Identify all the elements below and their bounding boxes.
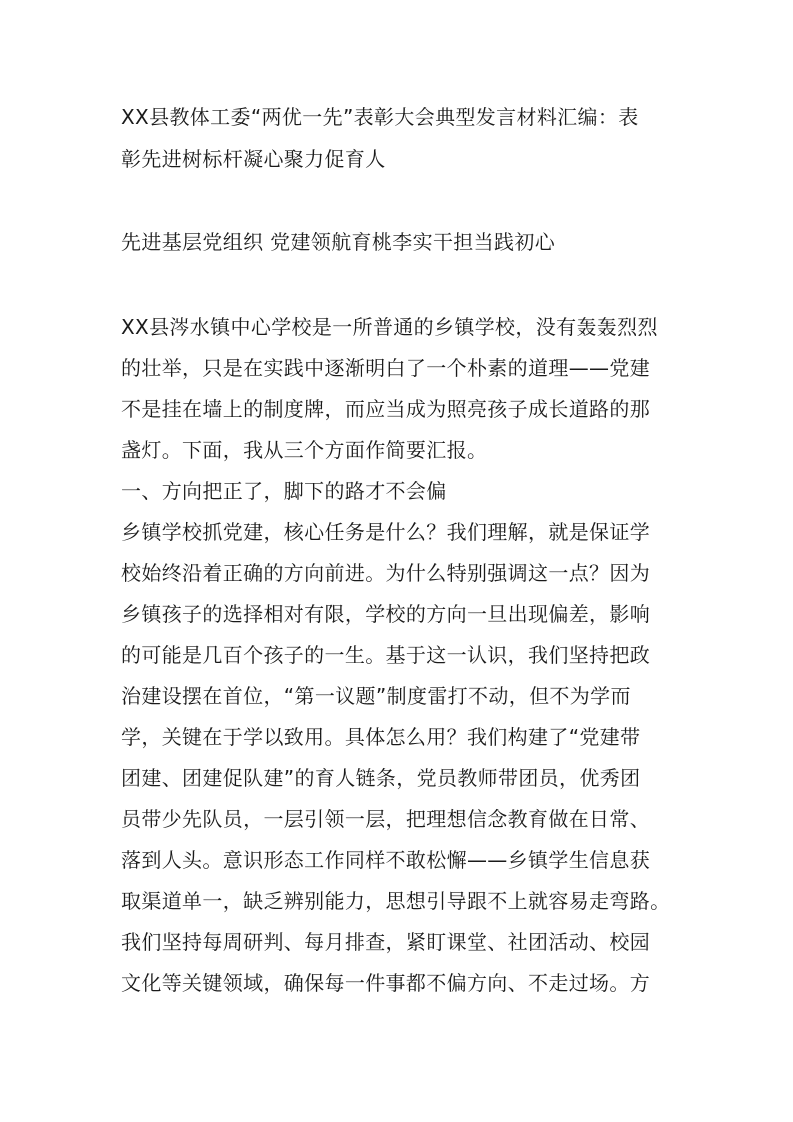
section-heading: 一、方向把正了，脚下的路才不会偏 — [121, 479, 447, 503]
document-title-line-2: 彰先进树标杆凝心聚力促育人 — [121, 147, 386, 171]
body-line-9: 落到人头。意识形态工作同样不敢松懈——乡镇学生信息获 — [121, 848, 651, 872]
body-line-5: 治建设摆在首位，“第一议题”制度雷打不动，但不为学而 — [121, 684, 631, 708]
intro-line-3: 不是挂在墙上的制度牌，而应当成为照亮孩子成长道路的那 — [121, 397, 651, 421]
body-line-4: 的可能是几百个孩子的一生。基于这一认识，我们坚持把政 — [121, 643, 651, 667]
intro-line-2: 的壮举，只是在实践中逐渐明白了一个朴素的道理——党建 — [121, 356, 651, 380]
document-title-line-1: XX县教体工委“两优一先”表彰大会典型发言材料汇编：表 — [121, 105, 639, 129]
intro-line-1: XX县涔水镇中心学校是一所普通的乡镇学校，没有轰轰烈烈 — [121, 315, 658, 339]
body-line-1: 乡镇学校抓党建，核心任务是什么？我们理解，就是保证学 — [121, 520, 651, 544]
document-subtitle: 先进基层党组织 党建领航育桃李实干担当践初心 — [121, 230, 556, 254]
body-line-2: 校始终沿着正确的方向前进。为什么特别强调这一点？因为 — [121, 561, 651, 585]
body-line-6: 学，关键在于学以致用。具体怎么用？我们构建了“党建带 — [121, 725, 641, 749]
body-line-7: 团建、团建促队建”的育人链条，党员教师带团员，优秀团 — [121, 766, 641, 790]
body-line-3: 乡镇孩子的选择相对有限，学校的方向一旦出现偏差，影响 — [121, 602, 651, 626]
body-line-11: 我们坚持每周研判、每月排查，紧盯课堂、社团活动、校园 — [121, 930, 651, 954]
body-line-12: 文化等关键领域，确保每一件事都不偏方向、不走过场。方 — [121, 971, 651, 995]
body-line-10: 取渠道单一，缺乏辨别能力，思想引导跟不上就容易走弯路。 — [121, 889, 671, 913]
intro-line-4: 盏灯。下面，我从三个方面作简要汇报。 — [121, 438, 488, 462]
body-line-8: 员带少先队员，一层引领一层，把理想信念教育做在日常、 — [121, 807, 651, 831]
